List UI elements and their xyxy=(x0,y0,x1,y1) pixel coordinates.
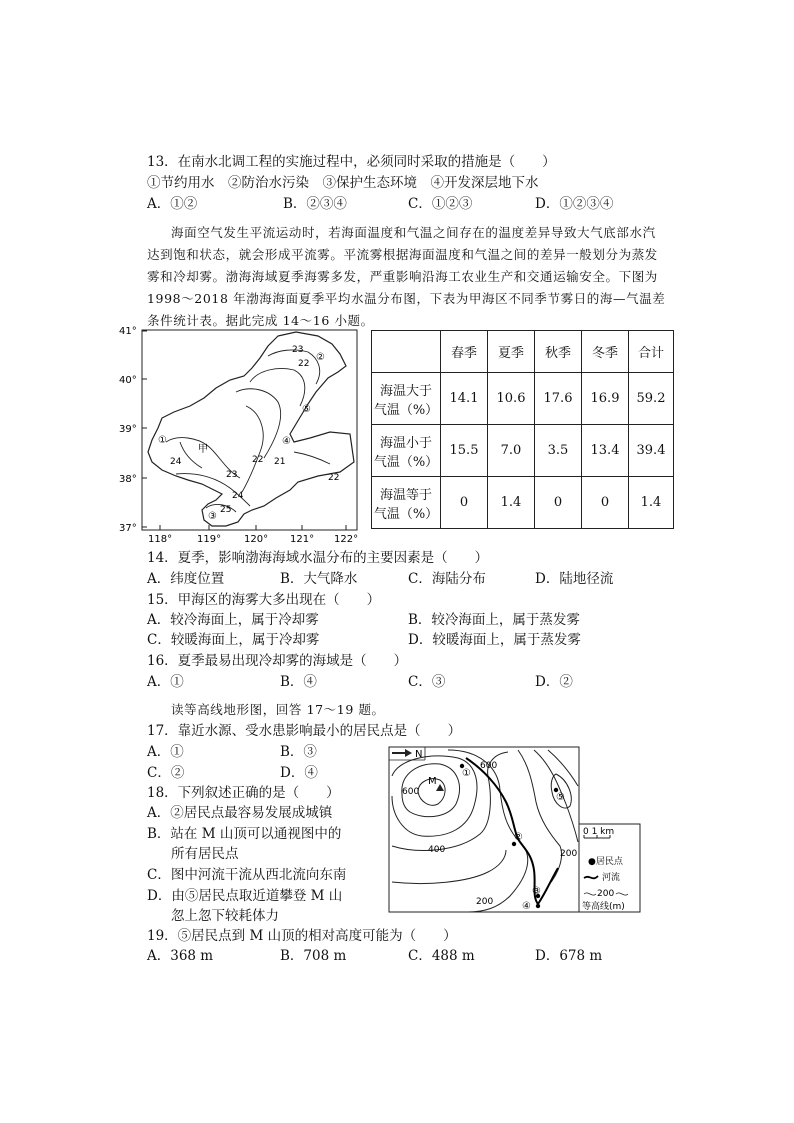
intro2: 读等高线地形图，回答 17～19 题。 xyxy=(171,702,385,717)
settlement-5: ⑤ xyxy=(556,792,565,803)
table-cell: 0 xyxy=(441,477,488,529)
q18-option-c: C．图中河流干流从西北流向东南 xyxy=(147,867,347,883)
settlement-1: ① xyxy=(462,768,471,779)
table-header-cell: 春季 xyxy=(441,331,488,373)
table-cell: 17.6 xyxy=(535,373,582,425)
legend-river: 河流 xyxy=(602,873,621,883)
table-header-cell: 夏季 xyxy=(488,331,535,373)
lat-label: 39° xyxy=(119,424,137,435)
q13-option-a: A．①② xyxy=(147,196,198,212)
isotherm-label: 24 xyxy=(232,491,244,501)
q15-option-a: A．较冷海面上，属于冷却雾 xyxy=(147,612,319,628)
q15-option-c: C．较暖海面上，属于冷却雾 xyxy=(147,632,320,648)
legend-contour-value: 200 xyxy=(597,889,615,899)
table-header-cell: 冬季 xyxy=(582,331,629,373)
row-label xyxy=(372,477,441,529)
q15-option-b: B．较冷海面上，属于蒸发雾 xyxy=(408,612,580,628)
q16-option-a: A．① xyxy=(147,674,184,690)
lat-label: 38° xyxy=(119,474,137,485)
bohai-sea-temperature-map xyxy=(118,322,363,547)
contour-label: 400 xyxy=(428,845,446,855)
table-header-cell xyxy=(372,331,441,373)
q13-option-b: B．②③④ xyxy=(283,196,347,212)
q16-stem: 16．夏季最易出现冷却雾的海域是（ ） xyxy=(147,653,408,669)
q14-option-b: B．大气降水 xyxy=(280,571,358,587)
map-point-3: ③ xyxy=(208,511,217,522)
table-header-cell: 秋季 xyxy=(535,331,582,373)
q14-stem: 14．夏季，影响渤海海域水温分布的主要因素是（ ） xyxy=(147,550,489,566)
isotherm-label: 21 xyxy=(274,457,286,467)
row-label-line: 海温等于 xyxy=(379,487,432,503)
row-label-line: 海温小于 xyxy=(379,435,432,451)
settlement-4: ④ xyxy=(522,901,531,912)
q19-stem: 19．⑤居民点到 M 山顶的相对高度可能为（ ） xyxy=(147,928,457,944)
settlement-2: ② xyxy=(514,832,523,843)
q13-option-d: D．①②③④ xyxy=(535,196,614,212)
table-cell: 15.5 xyxy=(441,425,488,477)
table-cell: 39.4 xyxy=(629,425,674,477)
peak-label: M xyxy=(428,776,437,787)
row-label-line: 气温（%） xyxy=(373,506,439,522)
q13-option-c: C．①②③ xyxy=(408,196,473,212)
table-cell: 59.2 xyxy=(629,373,674,425)
isotherm-label: 22 xyxy=(252,455,264,465)
q19-option-a: A．368 m xyxy=(147,948,214,964)
table-row xyxy=(372,373,674,425)
contour-label: 600 xyxy=(402,787,420,797)
map-point-2: ② xyxy=(316,352,325,363)
table-cell: 1.4 xyxy=(488,477,535,529)
q18-stem: 18．下列叙述正确的是（ ） xyxy=(147,785,340,801)
contour-label: 600 xyxy=(480,761,498,771)
scale-label: 0 1 km xyxy=(583,827,615,837)
q15-option-d: D．较暖海面上，属于蒸发雾 xyxy=(408,632,581,648)
table-header-cell: 合计 xyxy=(629,331,674,373)
isotherm-label: 24 xyxy=(170,457,182,467)
isotherm-label: 25 xyxy=(220,505,232,515)
lon-label: 118° xyxy=(148,534,173,545)
q17-stem: 17．靠近水源、受水患影响最小的居民点是（ ） xyxy=(147,723,462,739)
region-jia-label: 甲 xyxy=(198,444,208,455)
q17-option-d: D．④ xyxy=(280,765,318,781)
q14-option-c: C．海陆分布 xyxy=(408,571,486,587)
q18-option-a: A．②居民点最容易发展成城镇 xyxy=(147,805,333,821)
intro-line: 达到饱和状态，就会形成平流雾。平流雾根据海面温度和气温之间的差异一般划分为蒸发 xyxy=(147,247,658,262)
settlement-3: ③ xyxy=(532,886,541,897)
intro-line: 雾和冷却雾。渤海海域夏季海雾多发，严重影响沿海工农业生产和交通运输安全。下图为 xyxy=(147,269,658,284)
lon-label: 119° xyxy=(197,534,222,545)
row-label-line: 气温（%） xyxy=(373,454,439,470)
map-point-4: ④ xyxy=(282,436,291,447)
contour-label: 200 xyxy=(476,897,494,907)
q18-option-d-cont: 忽上忽下较耗体力 xyxy=(171,908,279,924)
table-cell: 1.4 xyxy=(629,477,674,529)
table-cell: 13.4 xyxy=(582,425,629,477)
q15-stem: 15．甲海区的海雾大多出现在（ ） xyxy=(147,592,381,608)
table-cell: 16.9 xyxy=(582,373,629,425)
table-cell: 3.5 xyxy=(535,425,582,477)
q18-option-b-cont: 所有居民点 xyxy=(171,846,239,862)
contour-topographic-map xyxy=(388,746,643,916)
q14-option-a: A．纬度位置 xyxy=(147,571,225,587)
map-point-5: ⑤ xyxy=(302,404,311,415)
table-cell: 0 xyxy=(535,477,582,529)
q17-option-c: C．② xyxy=(147,765,185,781)
isotherm-label: 22 xyxy=(328,473,340,483)
intro-line: 1998～2018 年渤海海面夏季平均水温分布图，下表为甲海区不同季节雾日的海—气温差 xyxy=(147,291,666,306)
q19-option-b: B．708 m xyxy=(280,948,347,964)
q16-option-c: C．③ xyxy=(408,674,446,690)
map-point-1: ① xyxy=(158,435,167,446)
q17-option-a: A．① xyxy=(147,744,184,760)
row-label-line: 气温（%） xyxy=(373,402,439,418)
q19-option-d: D．678 m xyxy=(535,948,603,964)
lon-label: 122° xyxy=(334,534,359,545)
q13-items: ①节约用水 ②防治水污染 ③保护生态环境 ④开发深层地下水 xyxy=(147,175,539,191)
intro-line: 条件统计表。据此完成 14～16 小题。 xyxy=(147,313,374,328)
table-row xyxy=(372,425,674,477)
legend-contour: 等高线(m) xyxy=(582,902,625,912)
table-cell: 10.6 xyxy=(488,373,535,425)
contour-label: 200 xyxy=(560,849,578,859)
q14-option-d: D．陆地径流 xyxy=(535,571,614,587)
lat-label: 37° xyxy=(119,523,137,534)
sea-air-temperature-table xyxy=(371,330,674,529)
q17-option-b: B．③ xyxy=(280,744,317,760)
q19-option-c: C．488 m xyxy=(408,948,475,964)
row-label xyxy=(372,373,441,425)
lon-label: 120° xyxy=(244,534,269,545)
q16-option-d: D．② xyxy=(535,674,573,690)
row-label xyxy=(372,425,441,477)
table-cell: 0 xyxy=(582,477,629,529)
row-label-line: 海温大于 xyxy=(379,383,432,399)
isotherm-label: 22 xyxy=(298,359,310,369)
table-cell: 14.1 xyxy=(441,373,488,425)
lat-label: 41° xyxy=(119,326,137,337)
q16-option-b: B．④ xyxy=(280,674,317,690)
q18-option-d: D．由⑤居民点取近道攀登 M 山 xyxy=(147,888,343,904)
isotherm-label: 23 xyxy=(292,345,304,355)
lon-label: 121° xyxy=(290,534,315,545)
table-cell: 7.0 xyxy=(488,425,535,477)
lat-label: 40° xyxy=(119,375,137,386)
intro-line: 海面空气发生平流运动时，若海面温度和气温之间存在的温度差异导致大气底部水汽 xyxy=(171,225,656,240)
q18-option-b: B．站在 M 山顶可以通视图中的 xyxy=(147,826,342,842)
legend-settlement: ●居民点 xyxy=(588,857,623,867)
north-label: N xyxy=(415,749,423,760)
table-row xyxy=(372,477,674,529)
q13-stem: 13．在南水北调工程的实施过程中，必须同时采取的措施是（ ） xyxy=(147,154,556,170)
isotherm-label: 23 xyxy=(226,470,238,480)
